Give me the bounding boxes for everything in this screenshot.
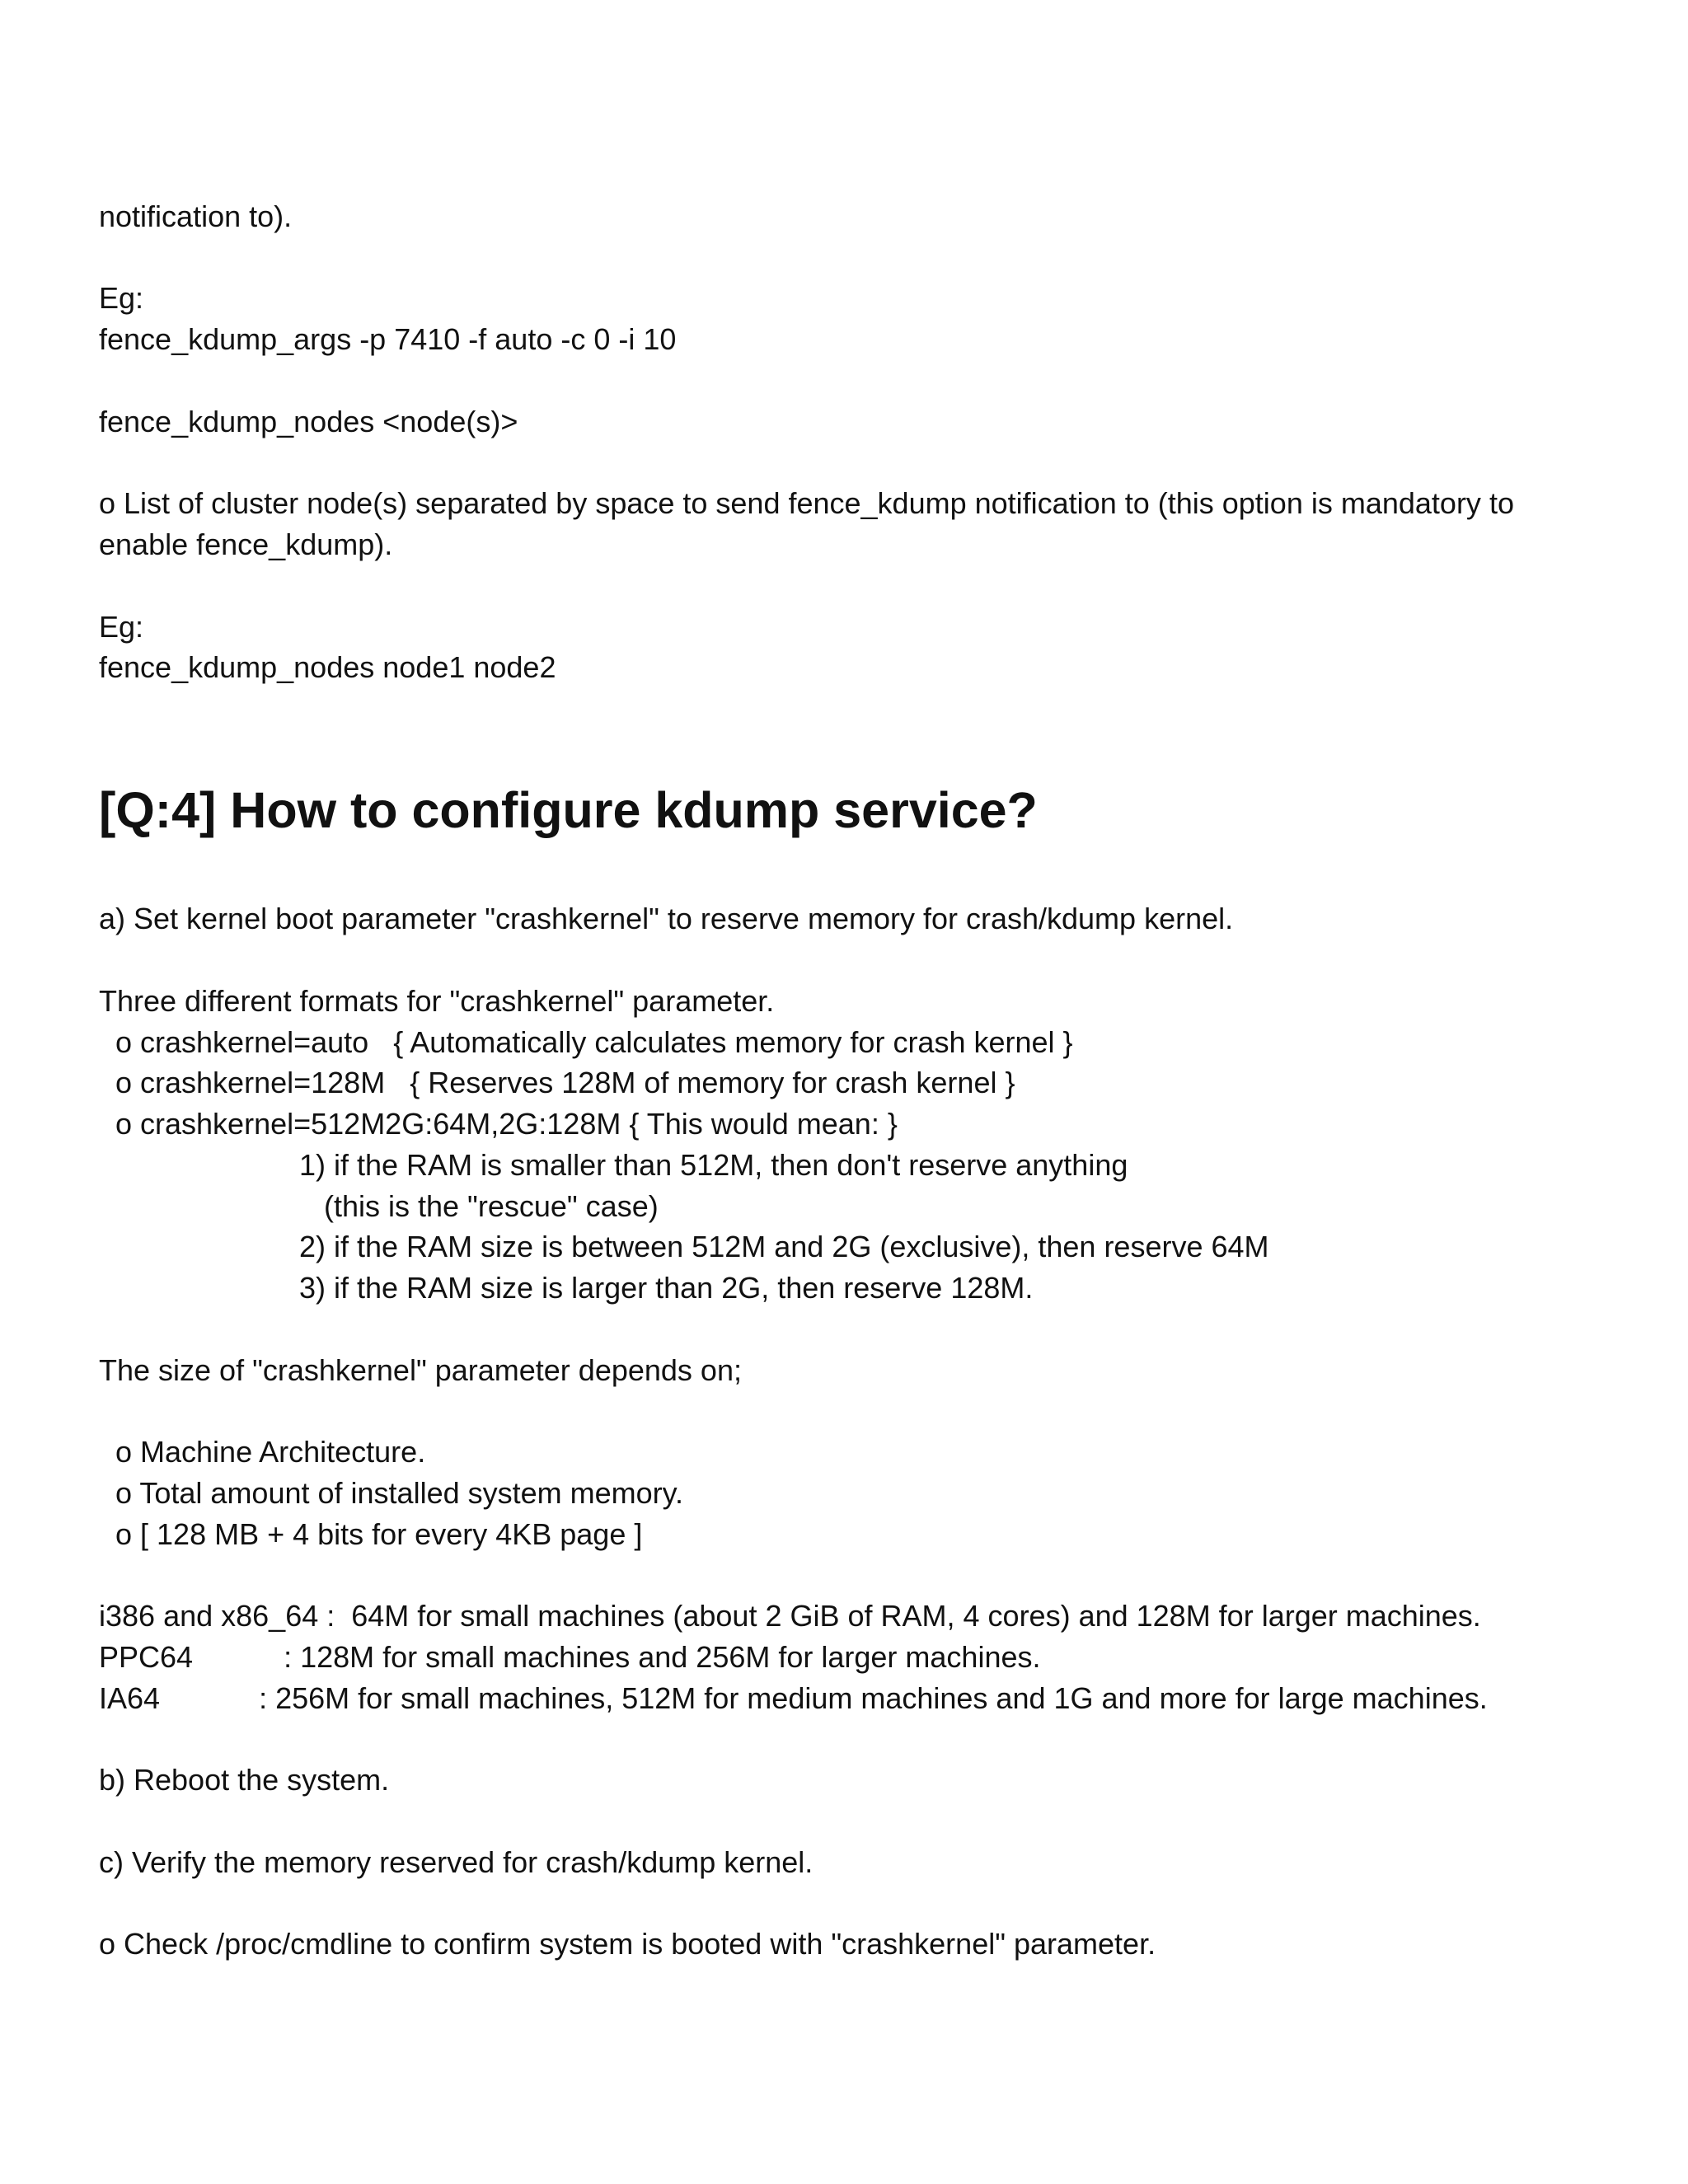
text-line: Three different formats for "crashkernel" parameter. <box>99 984 775 1018</box>
section-heading: [Q:4] How to configure kdump service? <box>99 782 1038 838</box>
text-line: Eg: <box>99 610 144 644</box>
code-line: fence_kdump_nodes <node(s)> <box>99 405 518 438</box>
list-item: o [ 128 MB + 4 bits for every 4KB page ] <box>99 1517 643 1551</box>
code-line: fence_kdump_args -p 7410 -f auto -c 0 -i 10 <box>99 322 677 356</box>
text-line: c) Verify the memory reserved for crash/kdump kernel. <box>99 1845 814 1879</box>
list-item: o Machine Architecture. <box>99 1435 426 1469</box>
text-line: (this is the "rescue" case) <box>324 1189 659 1223</box>
text-line: Eg: <box>99 281 144 315</box>
list-item: 3) if the RAM size is larger than 2G, then reserve 128M. <box>299 1271 1034 1305</box>
text-line: notification to). <box>99 199 293 233</box>
list-item: 1) if the RAM is smaller than 512M, then don't reserve anything <box>299 1148 1128 1182</box>
text-line: The size of "crashkernel" parameter depends on; <box>99 1353 742 1387</box>
text-line: o Check /proc/cmdline to confirm system is booted with "crashkernel" parameter. <box>99 1927 1156 1961</box>
list-item: o crashkernel=128M { Reserves 128M of memory for crash kernel } <box>99 1066 1015 1099</box>
list-item: 2) if the RAM size is between 512M and 2G (exclusive), then reserve 64M <box>299 1230 1269 1263</box>
text-line: o List of cluster node(s) separated by space to send fence_kdump notification to (this option is mandatory to <box>99 486 1514 520</box>
list-item: o crashkernel=512M2G:64M,2G:128M { This would mean: } <box>99 1107 898 1141</box>
text-line: a) Set kernel boot parameter "crashkernel" to reserve memory for crash/kdump kernel. <box>99 902 1234 935</box>
text-line: IA64 : 256M for small machines, 512M for medium machines and 1G and more for large machines. <box>99 1681 1488 1715</box>
code-line: fence_kdump_nodes node1 node2 <box>99 650 556 684</box>
text-line: b) Reboot the system. <box>99 1763 390 1797</box>
list-item: o Total amount of installed system memory. <box>99 1476 683 1510</box>
text-line: i386 and x86_64 : 64M for small machines (about 2 GiB of RAM, 4 cores) and 128M for larger machines. <box>99 1599 1481 1633</box>
text-line: PPC64 : 128M for small machines and 256M for larger machines. <box>99 1640 1041 1674</box>
list-item: o crashkernel=auto { Automatically calculates memory for crash kernel } <box>99 1025 1073 1059</box>
text-line: enable fence_kdump). <box>99 527 393 561</box>
